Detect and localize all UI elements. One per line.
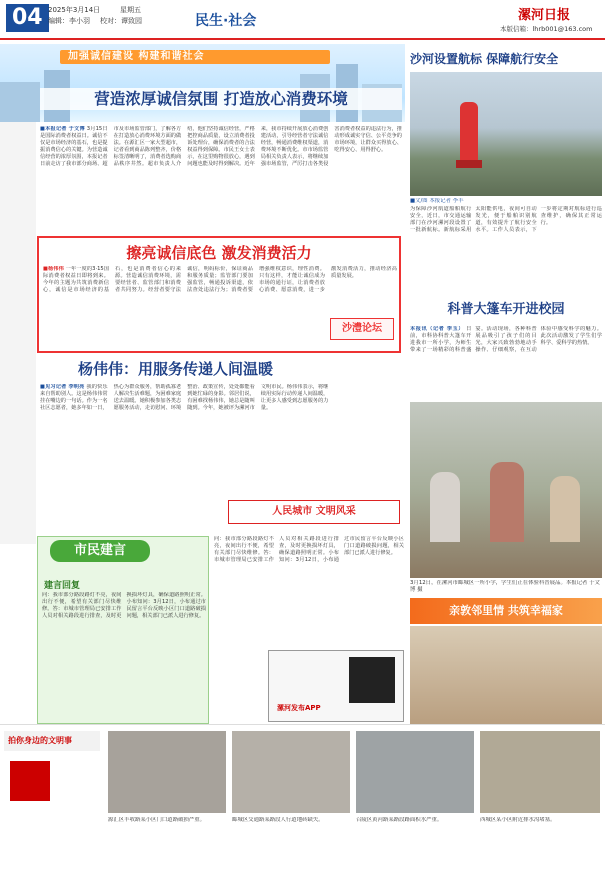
civic-tag: 人民城市 文明风采 (228, 500, 400, 524)
right1-title: 沙河设置航标 保障航行安全 (410, 52, 559, 66)
buoy-icon (460, 102, 478, 162)
footer-caption-3: 召陵区黄河路某路段路面积水严重。 (356, 817, 443, 823)
footer-caption-4: 西城区某小区附近排水沟堵塞。 (480, 817, 556, 823)
article1-text: 3月15日是国际消费者权益日。诚信不仅是市场经济的基石，也是提振消费信心的关键。为营造诚信经营的浓厚氛围，本报记者日前走访了我市部分商场、超市及市场监管部门，了解各方在打造放心消费环境方面的做法。在源汇区一家大型超市，记者看到商品陈列整齐，价格标签清晰明了，消费者选购商品秩序井然。超市负责人介绍，他们坚持诚信经营，严格把控商品质量，设立消费者投诉处理台，确保消费者的合法权益得到保障。市民王女士表示，在这里购物很放心，遇到问题也能及时得到解决。近年来，我市持续开展放心消费创建活动，引导经营者守法诚信经营，畅通消费维权渠道，消费环境不断优化。市市场监管局相关负责人表示，将继续加强市场监管，严厉打击各类侵害消费者权益的违法行为，推动形成诚实守信、公平竞争的市场环境，让群众买得放心、吃得安心、用得舒心。 (40, 126, 402, 167)
footer-strip (0, 724, 605, 871)
footer-photo-4 (480, 731, 600, 813)
integrity-banner (0, 44, 405, 122)
article1-title: 营造浓厚诚信氛围 打造放心消费环境 (40, 88, 402, 110)
footer-caption-1: 源汇区丰收路某小区门口道路破损严重。 (108, 817, 206, 823)
qr-code-icon (349, 657, 395, 703)
banner-slogan: 加强诚信建设 构建和谐社会 (68, 51, 205, 62)
buoy-base (456, 160, 482, 168)
right2-title: 科普大篷车开进校园 (447, 302, 565, 317)
section-title: 民生·社会 (195, 13, 257, 29)
footer-photo-1 (108, 731, 226, 813)
article2-title: 擦亮诚信底色 激发消费活力 (126, 244, 312, 262)
article2-text: 一年一度的3·15国际消费者权益日即将到来。今年的主题为共筑消费新信心，诚信是市场经济的基石，也是消费者信心的来源。营造诚信消费环境，需要经营者、监管部门和消费者共同努力。经营者要守法诚信，明码标价，保证商品和服务质量；监管部门要加强监管，畅通投诉渠道，依法查处违法行为；消费者要增强维权意识，理性消费。只有这样，才能让诚信成为市场的通行证，让消费者放心消费、愿意消费，进一步激发消费活力，推动经济高质量发展。 (43, 266, 397, 293)
person-figure (550, 476, 580, 542)
page-number: 04 (6, 4, 49, 32)
right1-body: 为保障沙河航道船舶航行安全，近日，市交通运输部门在沙河漯河段设置了一批新航标。新航标采用太阳能供电，夜间可自动发光，便于船舶识别航道，有效提升了航行安全水平。工作人员表示，下一步将定期对航标进行巡查维护，确保其正常运行。 (410, 206, 602, 233)
person-figure (430, 472, 460, 542)
app-label: 漯河发布APP (277, 704, 321, 712)
contact-email: 本版信箱：lhrb001@163.com (500, 25, 593, 33)
neighbor-photo (410, 626, 602, 724)
buoy-photo (410, 72, 602, 196)
newspaper-logo: 漯河日报 (518, 8, 571, 23)
footer-photo-3 (356, 731, 474, 813)
column-stamp: 沙澧论坛 (330, 318, 394, 340)
citizen-title: 市民建言 (50, 540, 150, 562)
page-header (0, 0, 605, 40)
neighbor-banner: 亲敦邻里情 共筑幸福家 (410, 598, 602, 624)
qr-promo-label: 拍你身边的文明事 (4, 731, 100, 751)
citizen-body-continued: 问：我市部分路段路灯不亮，夜间出行不便，希望有关部门尽快维修。答：市城市管理局已安排工作人员对相关路段进行排查，及时更换损坏灯具，确保道路照明正常。小布知问：3月12日，小布通过市民留言平台反映小区门口道路破损问题，相关部门已派人进行修复。 (214, 536, 404, 563)
right2-byline: 本报讯（记者 李玉） (410, 326, 464, 332)
editor: 编辑：李小羽 (48, 17, 90, 25)
caravan-photo (410, 402, 602, 578)
article3-byline: ■见习记者 李明亮 (40, 384, 85, 390)
person-figure (490, 462, 524, 542)
citizen-body: 问：我市部分路段路灯不亮，夜间出行不便，希望有关部门尽快维修。答：市城市管理局已安排工作人员对相关路段进行排查，及时更换损坏灯具，确保道路照明正常。小布知问：3月12日，小布通过市民留言平台反映小区门口道路破损问题，相关部门已派人进行修复。 (42, 592, 206, 619)
right2-body (410, 326, 602, 400)
right2-text: 日前，市科协科普大篷车开进我市一所小学，为师生带来了一场精彩的科普盛宴。活动现场，各种科普展品吸引了孩子们的目光，大家兴致勃勃地动手操作、仔细观察，在互动体验中感受科学的魅力。此次活动激发了学生们学科学、爱科学的热情。 (410, 326, 602, 353)
qr-icon (10, 761, 50, 801)
article1-body (40, 126, 402, 230)
issue-date: 2025年3月14日 (48, 6, 101, 14)
article3-text: 我的快乐来自帮助别人。这是杨伟伟常挂在嘴边的一句话。作为一名社区志愿者，她多年如一日，热心为群众服务，帮助孤寡老人解决生活难题，为困难家庭送去温暖。她积极参加各类志愿服务活动，走访慰问、环境整治、政策宣传，处处都能看到她忙碌的身影。邻居们说，有困难找杨伟伟，她总是随叫随到。今年，她被评为漯河市文明市民。杨伟伟表示，将继续用实际行动传递人间温暖，让更多人感受到志愿服务的力量。 (40, 384, 329, 411)
footer-photo-2 (232, 731, 350, 813)
footer-caption-2: 郾城区交通路某路段人行道地砖缺失。 (232, 817, 324, 823)
article3-title: 杨伟伟：用服务传递人间温暖 (78, 360, 274, 378)
citizen-subtitle: 建言回复 (44, 581, 81, 591)
article1-byline: ■本报记者 于文博 (40, 126, 85, 132)
right1-caption: ■文/图 本报记者 李丰 (410, 198, 464, 204)
article2-byline: ■杨伟伟 (43, 266, 64, 272)
issue-weekday: 星期五 (120, 6, 141, 14)
proofreader: 校对：谭致园 (100, 17, 142, 25)
right2-caption: 3月12日，在漯河市郾城区一所小学，学生们正在体验科普展品。本报记者 于文博 摄 (410, 580, 600, 593)
skyline-building (0, 82, 40, 122)
app-box (268, 650, 404, 722)
